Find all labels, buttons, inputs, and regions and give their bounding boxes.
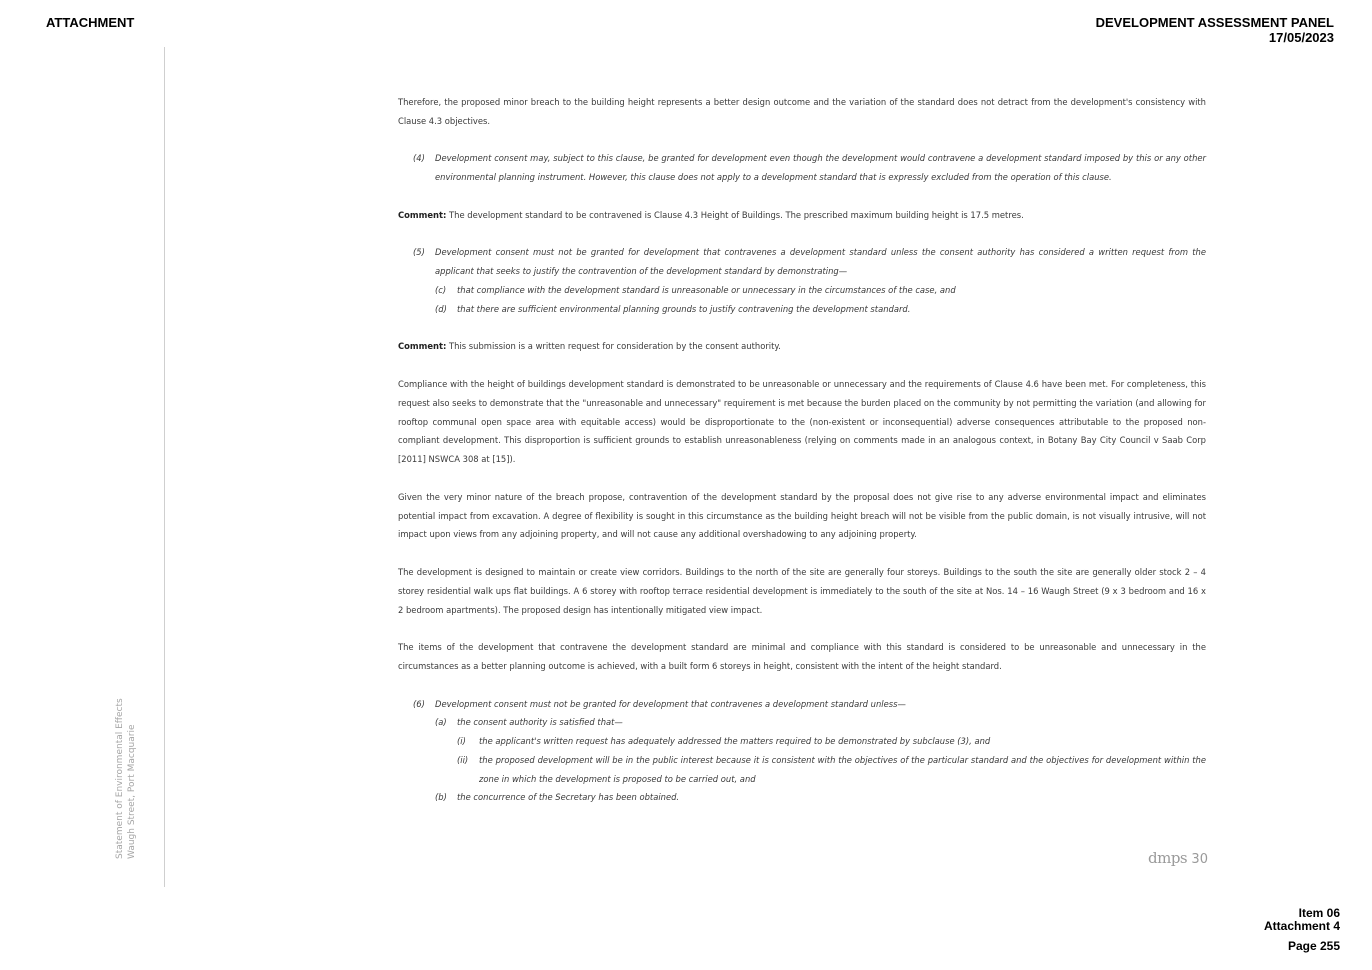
panel-header	[1096, 15, 1334, 45]
subclause-text: the proposed development will be in the public interest because it is consistent with the objectives of the particular standard and the objectives for development within the zone in which the development is proposed to be carried out, and	[479, 754, 1206, 784]
sidebar-document-title	[114, 698, 138, 859]
attachment-label: ATTACHMENT	[46, 15, 135, 30]
margin-divider	[164, 47, 165, 887]
clause-text: Development consent must not be granted for development that contravenes a development standard unless the consent authority has considered a written request from the applicant that seeks to justify the contravention of the development standard by demonstrating—	[435, 247, 1206, 277]
subclause-number: (a)	[435, 717, 447, 728]
clause-6	[398, 695, 1206, 808]
sidebar-line-2: Waugh Street, Port Macquarie	[127, 724, 137, 859]
clause-text: Development consent must not be granted for development that contravenes a development standard unless—	[435, 698, 906, 709]
panel-title: DEVELOPMENT ASSESSMENT PANEL	[1095, 15, 1334, 30]
paragraph-conclusion: Therefore, the proposed minor breach to the building height represents a better design outcome and the variation of the standard does not detract from the development's consistency with Clause 4.3 objectives.	[398, 97, 1206, 126]
document-body	[398, 93, 1206, 826]
subclause-text: that compliance with the development standard is unreasonable or unnecessary in the circumstances of the case, and	[457, 284, 956, 295]
comment-label: Comment:	[398, 341, 447, 352]
subclause-text: the applicant's written request has adequately addressed the matters required to be demonstrated by subclause (3), and	[479, 736, 991, 747]
clause-text: Development consent may, subject to this clause, be granted for development even though the development would contravene a development standard imposed by this or any other environmental planning instrument. However, this clause does not apply to a development standard that is expressly excluded from the operation of this clause.	[435, 153, 1206, 183]
clause-number: (4)	[413, 153, 425, 164]
footer-page: Page 255	[1287, 939, 1340, 953]
sidebar-line-1: Statement of Environmental Effects	[115, 698, 125, 859]
paragraph-breach: Given the very minor nature of the breach propose, contravention of the development standard by the proposal does not give rise to any adverse environmental impact and eliminates potential impact from excavation. A degree of flexibility is sought in this circumstance as the building height breach will not be visible from the public domain, is not visually intrusive, will not impact upon views from any adjoining property, and will not cause any additional overshadowing to any adjoining property.	[398, 491, 1206, 540]
clause-4	[398, 149, 1206, 187]
footer-item: Item 06	[1298, 906, 1340, 920]
footer-attachment: Attachment 4	[1263, 919, 1340, 933]
subclause-number: (c)	[435, 284, 447, 295]
comment-label: Comment:	[398, 209, 447, 220]
paragraph-planning-outcome: The items of the development that contravene the development standard are minimal and compliance with this standard is considered to be unreasonable and unnecessary in the circumstances as a better planning outcome is achieved, with a built form 6 storeys in height, consistent with the intent of the height standard.	[398, 642, 1206, 671]
subclause-text: the concurrence of the Secretary has been obtained.	[457, 792, 680, 803]
subclause-text: that there are sufficient environmental planning grounds to justify contravening the development standard.	[457, 303, 911, 314]
panel-date: 17/05/2023	[1268, 30, 1334, 45]
subclause-number: (b)	[435, 792, 447, 803]
comment-text: This submission is a written request for consideration by the consent authority.	[446, 341, 781, 352]
comment-1	[398, 206, 1206, 225]
paragraph-view-corridors: The development is designed to maintain or create view corridors. Buildings to the north of the site are generally four storeys. Buildings to the south the site are generally older stock 2 – 4 storey residential walk ups flat buildings. A 6 storey with rooftop terrace residential development is immediately to the south of the site at Nos. 14 – 16 Waugh Street (9 x 3 bedroom and 16 x 2 bedroom apartments). The proposed design has intentionally mitigated view impact.	[398, 566, 1206, 615]
document-page-number: 30	[1191, 852, 1208, 867]
comment-text: The development standard to be contravened is Clause 4.3 Height of Buildings. The prescribed maximum building height is 17.5 metres.	[446, 209, 1024, 220]
dmps-logo	[1148, 849, 1208, 867]
subclause-text: the consent authority is satisfied that—	[457, 717, 623, 728]
subclause-number: (i)	[457, 736, 466, 747]
logo-text: dmps	[1148, 849, 1188, 867]
clause-5	[398, 243, 1206, 318]
subclause-number: (d)	[435, 303, 447, 314]
comment-2	[398, 337, 1206, 356]
clause-number: (5)	[413, 247, 425, 258]
paragraph-compliance: Compliance with the height of buildings development standard is demonstrated to be unreasonable or unnecessary and the requirements of Clause 4.6 have been met. For completeness, this request also seeks to demonstrate that the "unreasonable and unnecessary" requirement is met because the burden placed on the community by not permitting the variation (and allowing for rooftop communal open space area with equitable access) would be disproportionate to the (non-existent or inconsequential) adverse consequences attributable to the proposed non-compliant development. This disproportion is sufficient grounds to establish unreasonableness (relying on comments made in an analogous context, in Botany Bay City Council v Saab Corp [2011] NSWCA 308 at [15]).	[398, 378, 1206, 465]
footer-reference	[1264, 907, 1340, 953]
clause-number: (6)	[413, 698, 425, 709]
subclause-number: (ii)	[457, 754, 469, 765]
